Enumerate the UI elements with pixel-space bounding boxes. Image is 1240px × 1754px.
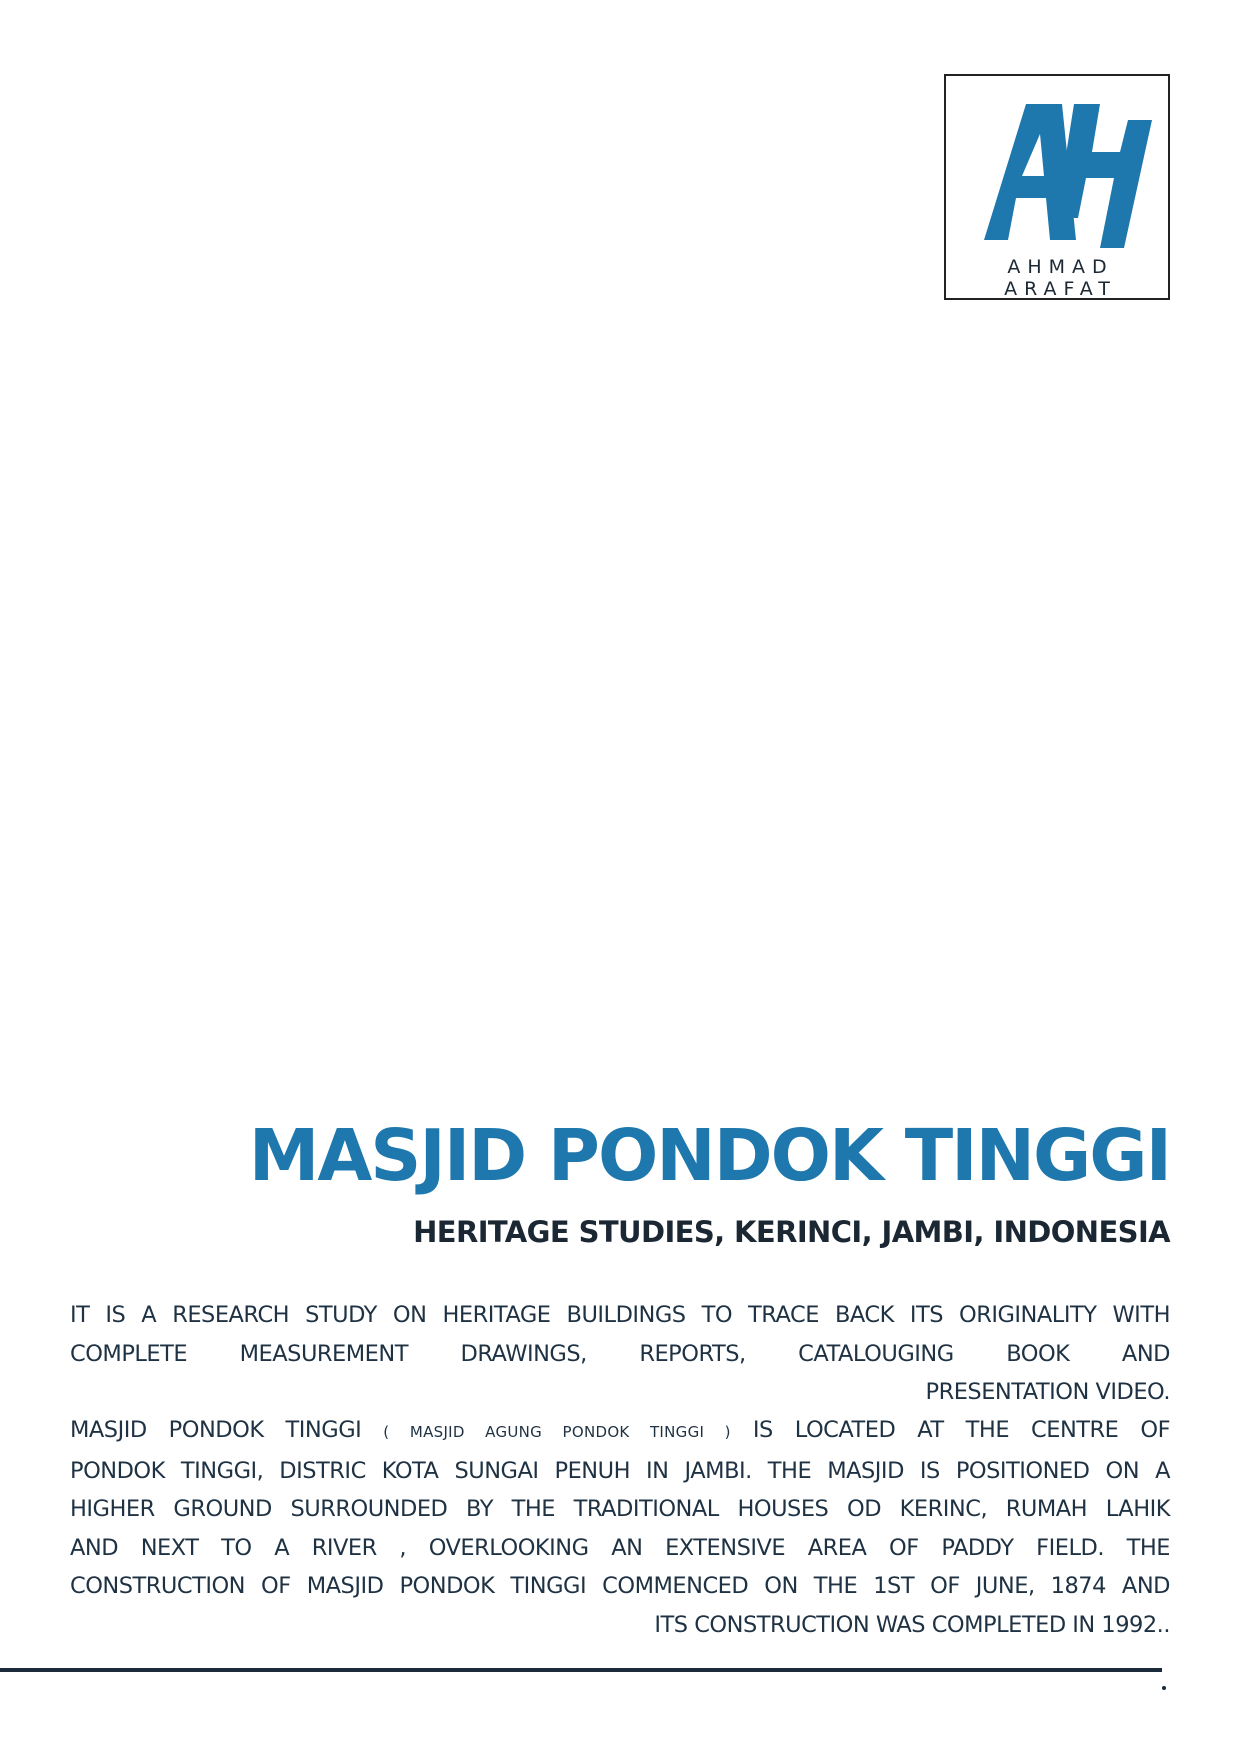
paragraph-line: PRESENTATION VIDEO. [925, 1379, 1170, 1405]
paragraph-line: AND NEXT TO A RIVER , OVERLOOKING AN EXTENSIVE AREA OF PADDY FIELD. THE [70, 1534, 1170, 1561]
paragraph-line: HIGHER GROUND SURROUNDED BY THE TRADITIONAL HOUSES OD KERINC, RUMAH LAHIK [70, 1496, 1170, 1522]
logo [944, 74, 1170, 300]
paragraph-line: COMPLETE MEASUREMENT DRAWINGS, REPORTS, CATALOUGING BOOK AND [70, 1340, 1170, 1367]
paragraph-line: IT IS A RESEARCH STUDY ON HERITAGE BUILDINGS TO TRACE BACK ITS ORIGINALITY WITH [70, 1302, 1170, 1328]
paragraph-line: PONDOK TINGGI, DISTRIC KOTA SUNGAI PENUH IN JAMBI. THE MASJID IS POSITIONED ON A [70, 1457, 1170, 1484]
footer-dot [1162, 1686, 1166, 1690]
paragraph-line-end: IS LOCATED AT THE CENTRE OF [752, 1417, 1171, 1443]
page-title: MASJID PONDOK TINGGI [248, 1114, 1170, 1197]
alternate-name: ( MASJID AGUNG PONDOK TINGGI ) [383, 1423, 731, 1441]
intro-paragraph [70, 1296, 1170, 1412]
paragraph-line [70, 1411, 1170, 1452]
logo-name: AHMAD ARAFAT [1004, 256, 1117, 300]
paragraph-line-start: MASJID PONDOK TINGGI [70, 1417, 362, 1443]
ah-monogram-icon [964, 90, 1152, 248]
paragraph-line: CONSTRUCTION OF MASJID PONDOK TINGGI COMMENCED ON THE 1ST OF JUNE, 1874 AND [70, 1573, 1170, 1599]
description-paragraph [70, 1411, 1170, 1644]
footer-divider [0, 1668, 1162, 1672]
paragraph-line: ITS CONSTRUCTION WAS COMPLETED IN 1992.. [654, 1611, 1170, 1638]
page-subtitle: HERITAGE STUDIES, KERINCI, JAMBI, INDONESIA [413, 1215, 1170, 1249]
